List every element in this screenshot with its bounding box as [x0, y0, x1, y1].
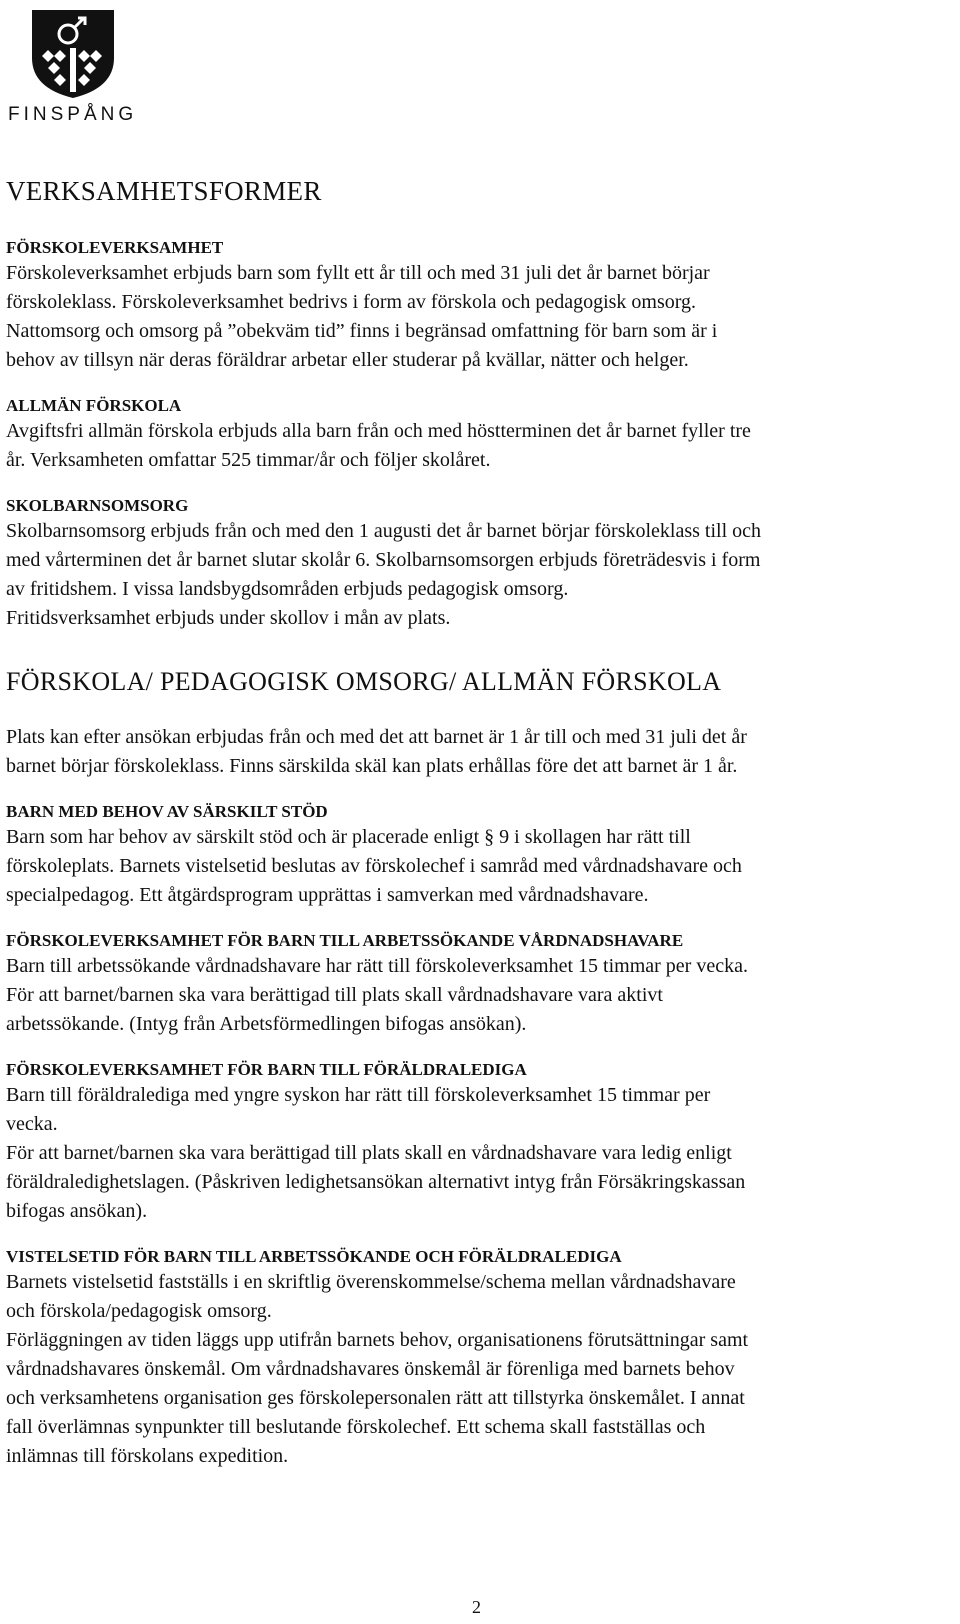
paragraph-line: fall överlämnas synpunkter till beslutande förskolechef. Ett schema skall fastställas och [6, 1416, 706, 1438]
coat-of-arms-icon [28, 8, 118, 100]
paragraph-line: år. Verksamheten omfattar 525 timmar/år och följer skolåret. [6, 449, 491, 471]
heading-forskola-pedagogisk-omsorg: FÖRSKOLA/ PEDAGOGISK OMSORG/ ALLMÄN FÖRSKOLA [6, 667, 722, 696]
section-allman-forskola [6, 395, 956, 475]
paragraph-line: förskoleplats. Barnets vistelsetid beslutas av förskolechef i samråd med vårdnadshavare och [6, 855, 742, 877]
finspang-logo [6, 8, 136, 123]
paragraph-line: För att barnet/barnen ska vara berättigad till plats skall en vårdnadshavare vara ledig enligt [6, 1142, 732, 1164]
paragraph-line: Barn till föräldralediga med yngre syskon har rätt till förskoleverksamhet 15 timmar per [6, 1084, 711, 1106]
paragraph-line: arbetssökande. (Intyg från Arbetsförmedlingen bifogas ansökan). [6, 1013, 527, 1035]
paragraph-line: För att barnet/barnen ska vara berättigad till plats skall vårdnadshavare vara aktivt [6, 984, 663, 1006]
paragraph-line: Förläggningen av tiden läggs upp utifrån barnets behov, organisationens förutsättningar samt [6, 1329, 749, 1351]
paragraph-line: behov av tillsyn när deras föräldrar arbetar eller studerar på kvällar, nätter och helger. [6, 349, 689, 371]
paragraph-line: och förskola/pedagogisk omsorg. [6, 1300, 272, 1322]
paragraph-line: av fritidshem. I vissa landsbygdsområden erbjuds pedagogisk omsorg. [6, 578, 569, 600]
section-vistelsetid [6, 1246, 956, 1471]
subheading-forskoleverksamhet: FÖRSKOLEVERKSAMHET [6, 238, 224, 257]
paragraph-line: specialpedagog. Ett åtgärdsprogram upprättas i samverkan med vårdnadshavare. [6, 884, 649, 906]
paragraph-line: och verksamhetens organisation ges förskolepersonalen rätt att tillstyrka önskemålet. I annat [6, 1387, 745, 1409]
paragraph-line: förskoleklass. Förskoleverksamhet bedrivs i form av förskola och pedagogisk omsorg. [6, 291, 697, 313]
subheading-skolbarnsomsorg: SKOLBARNSOMSORG [6, 496, 189, 515]
document-body [6, 176, 956, 1491]
subheading-sarskilt-stod: BARN MED BEHOV AV SÄRSKILT STÖD [6, 802, 328, 821]
paragraph-line: inlämnas till förskolans expedition. [6, 1445, 289, 1467]
paragraph-line: Plats kan efter ansökan erbjudas från och med det att barnet är 1 år till och med 31 juli det år [6, 726, 747, 748]
paragraph-line: Fritidsverksamhet erbjuds under skollov i mån av plats. [6, 607, 451, 629]
paragraph-line: bifogas ansökan). [6, 1200, 148, 1222]
subheading-allman-forskola: ALLMÄN FÖRSKOLA [6, 396, 182, 415]
subheading-vistelsetid: VISTELSETID FÖR BARN TILL ARBETSSÖKANDE OCH FÖRÄLDRALEDIGA [6, 1247, 622, 1266]
section-plats [6, 723, 956, 781]
paragraph-line: Barn till arbetssökande vårdnadshavare har rätt till förskoleverksamhet 15 timmar per vecka. [6, 955, 748, 977]
section-sarskilt-stod [6, 801, 956, 910]
paragraph-line: vårdnadshavares önskemål. Om vårdnadshavares önskemål är förenliga med barnets behov [6, 1358, 735, 1380]
paragraph-line: Avgiftsfri allmän förskola erbjuds alla barn från och med höstterminen det år barnet fyller tre [6, 420, 751, 442]
heading-verksamhetsformer: VERKSAMHETSFORMER [6, 176, 322, 206]
paragraph-line: Barnets vistelsetid fastställs i en skriftlig överenskommelse/schema mellan vårdnadshavare [6, 1271, 736, 1293]
subheading-foraldralediga: FÖRSKOLEVERKSAMHET FÖR BARN TILL FÖRÄLDRALEDIGA [6, 1060, 527, 1079]
page-number: 2 [472, 1597, 481, 1617]
paragraph-line: Nattomsorg och omsorg på ”obekväm tid” finns i begränsad omfattning för barn som är i [6, 320, 718, 342]
paragraph-line: med vårterminen det år barnet slutar skolår 6. Skolbarnsomsorgen erbjuds företrädesvis i form [6, 549, 761, 571]
subheading-arbetssokande: FÖRSKOLEVERKSAMHET FÖR BARN TILL ARBETSSÖKANDE VÅRDNADSHAVARE [6, 931, 684, 950]
paragraph-line: barnet börjar förskoleklass. Finns särskilda skäl kan plats erhållas före det att barnet är 1 år. [6, 755, 738, 777]
paragraph-line: Barn som har behov av särskilt stöd och är placerade enligt § 9 i skollagen har rätt till [6, 826, 691, 848]
paragraph-line: Skolbarnsomsorg erbjuds från och med den 1 augusti det år barnet börjar förskoleklass till och [6, 520, 762, 542]
section-forskoleverksamhet [6, 237, 956, 375]
paragraph-line: föräldraledighetslagen. (Påskriven ledighetsansökan alternativt intyg från Försäkringskassan [6, 1171, 746, 1193]
logo-text: FINSPÅNG [8, 104, 138, 125]
section-arbetssokande [6, 930, 956, 1039]
section-foraldralediga [6, 1059, 956, 1226]
paragraph-line: Förskoleverksamhet erbjuds barn som fyllt ett år till och med 31 juli det år barnet börjar [6, 262, 710, 284]
paragraph-line: vecka. [6, 1113, 58, 1135]
section-skolbarnsomsorg [6, 495, 956, 633]
